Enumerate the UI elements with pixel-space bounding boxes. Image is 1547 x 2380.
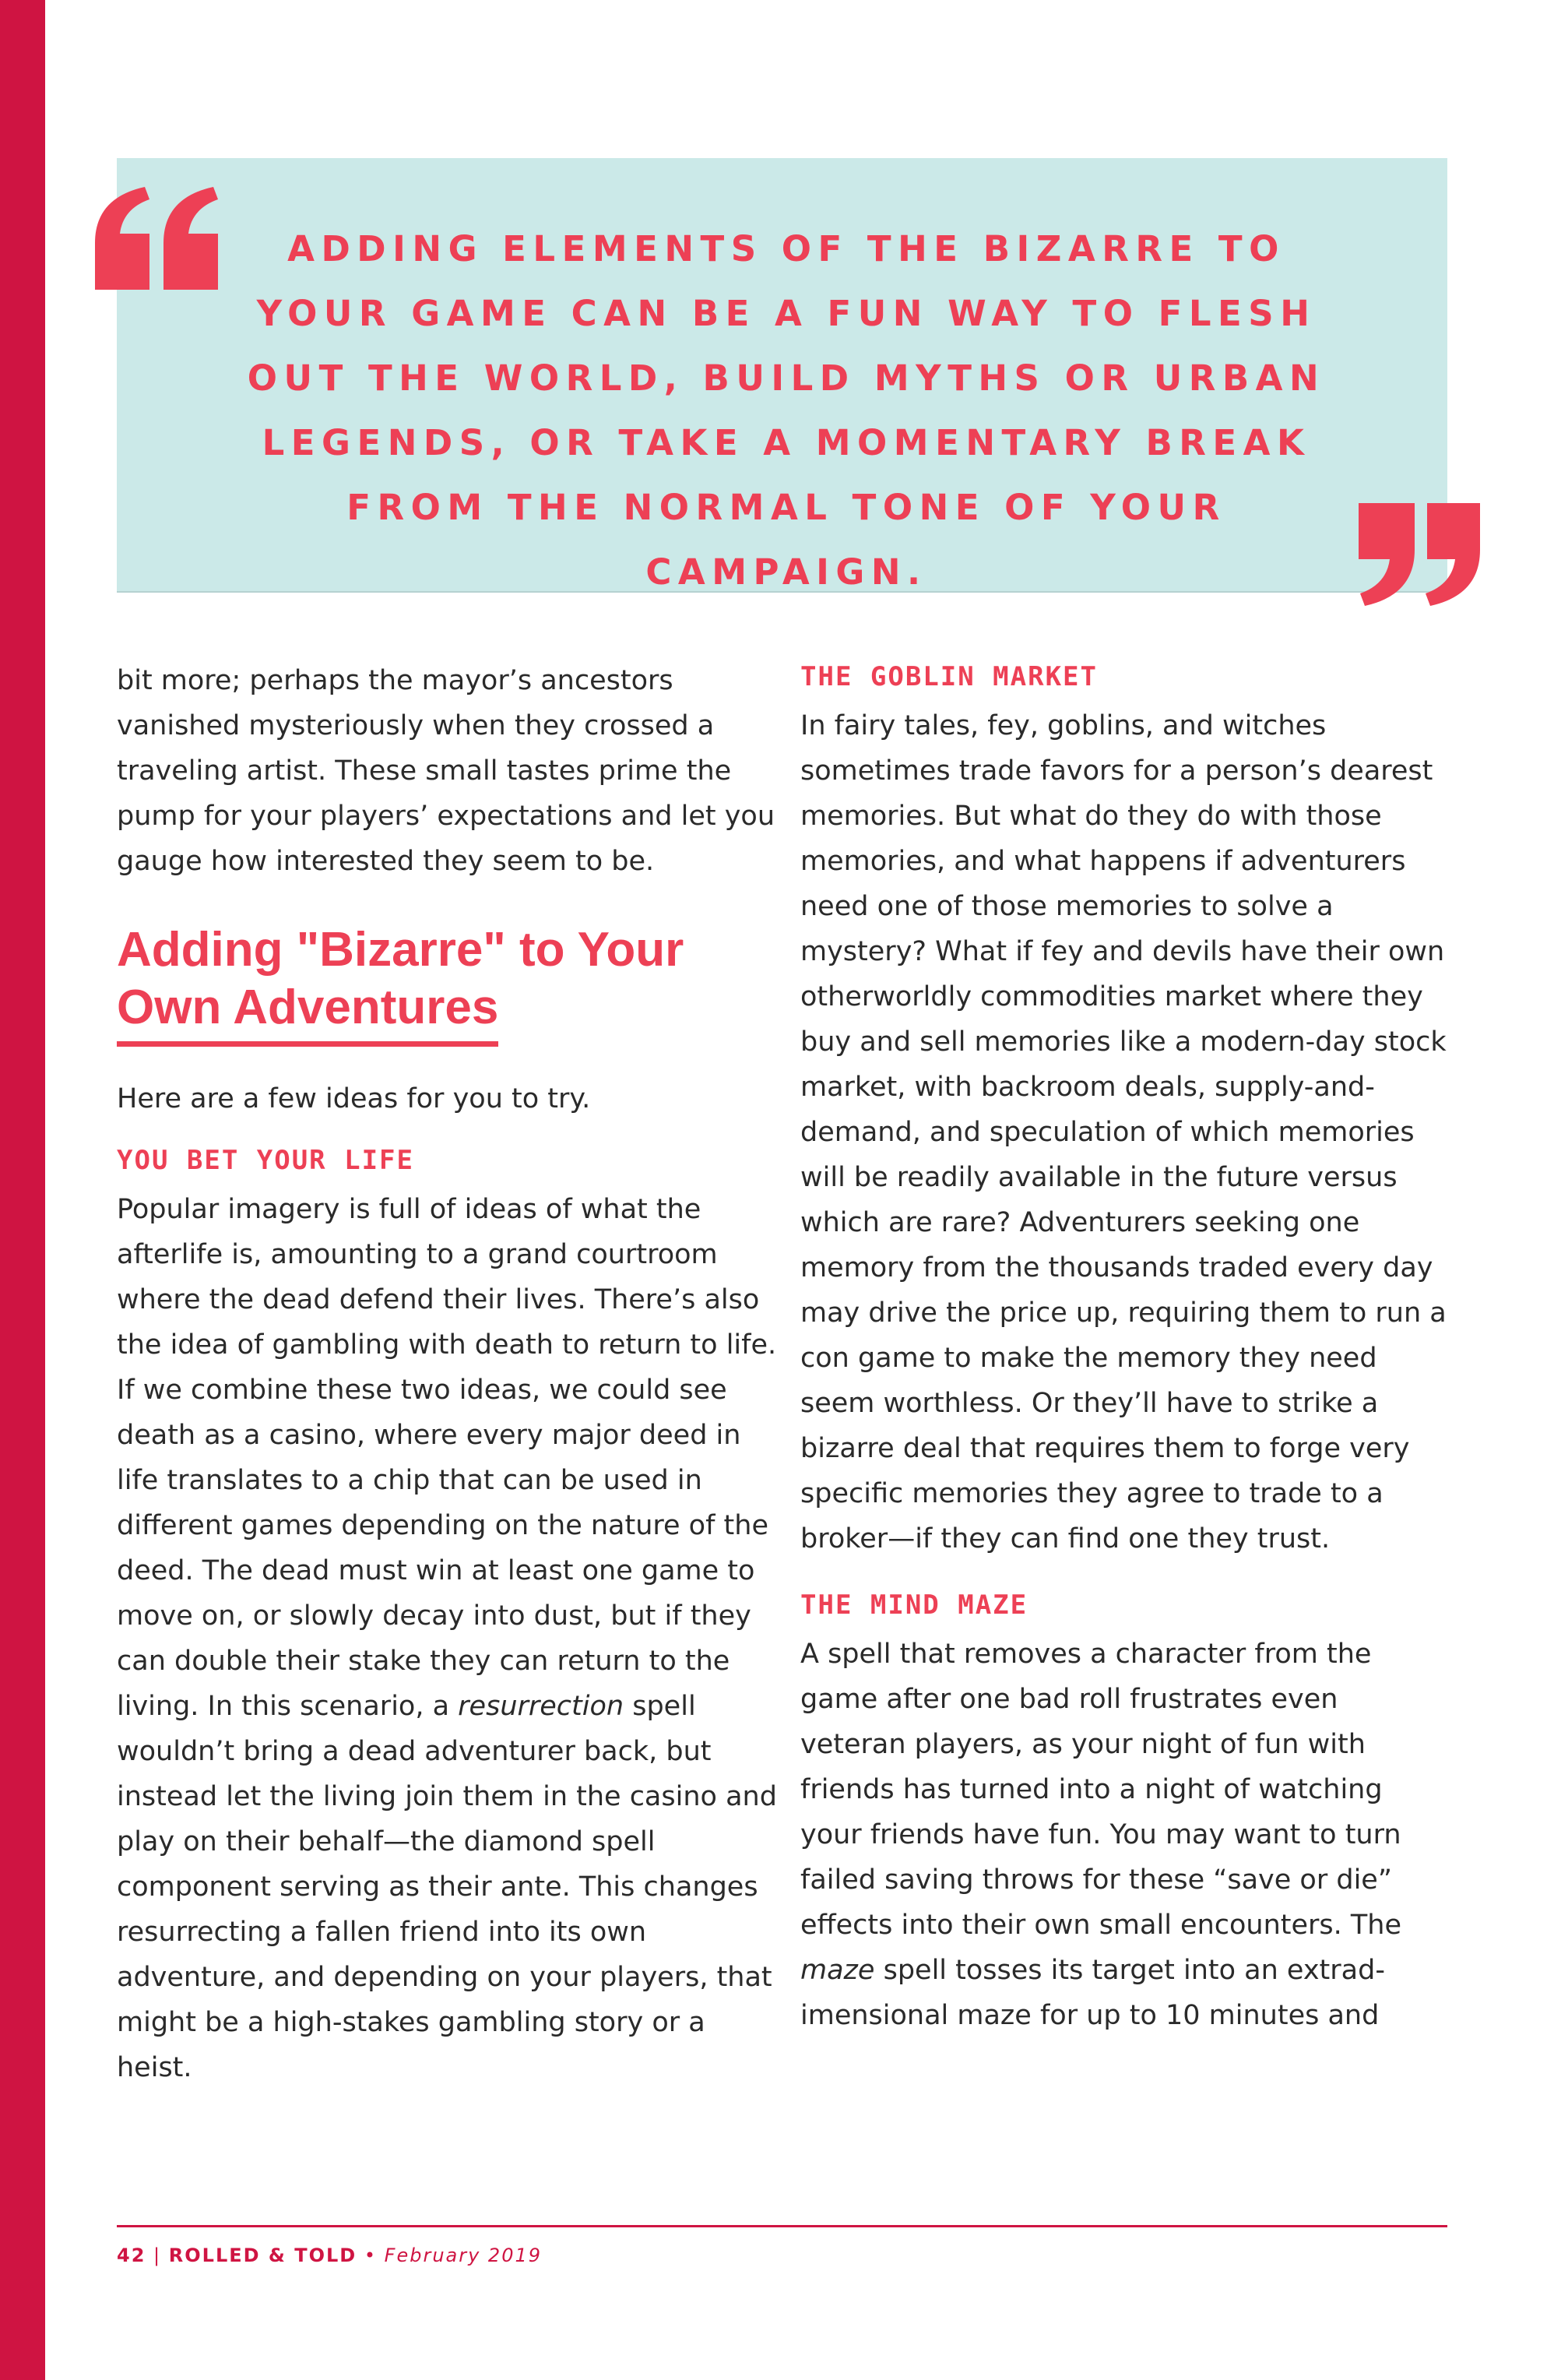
subhead-you-bet-your-life: YOU BET YOUR LIFE — [117, 1145, 414, 1176]
publication-name: ROLLED & TOLD — [168, 2244, 357, 2266]
footer-separator: | — [153, 2244, 162, 2266]
paragraph-text: spell tosses its target into an extradimensional maze for up to 10 minutes and — [800, 1955, 1385, 2031]
goblin-market-paragraph: In fairy tales, fey, goblins, and witches sometimes trade favors for a person’s dearest memories. But what do they do with those memories, and what happens if adventurers need one of those memories to solve a mystery? What if fey and devils have their own otherworldly commodities market where they buy and sell memories like a modern-day stock market, with backroom deals, supply-and-demand, and speculation of which memories will be readily available in the future versus which are rare? Adventurers seeking one memory from the thousands traded every day may drive the price up, requiring them to run a con game to make the memory they need seem worthless. Or they’ll have to strike a bizarre deal that requires them to forge very specific memories they agree to trade to a broker—if they can find one they trust. — [800, 710, 1447, 1554]
paragraph-text: Popular imagery is full of ideas of what the afterlife is, amounting to a grand courtroom where the dead defend their lives. There’s also the idea of gambling with death to return to life. If we combine these two ideas, we could see death as a casino, where every major deed in life translates to a chip that can be used in different games depending on the nature of the deed. The dead must win at least one game to move on, or slowly decay into dust, but if they can double their stake they can return to the living. In this scenario, a — [117, 1194, 777, 1722]
continued-paragraph: bit more; perhaps the mayor’s ancestors vanished mysteriously when they crossed a traveling artist. These small tastes prime the pump for your players’ expectations and let you gauge how interested they seem to be. — [117, 665, 775, 877]
close-quote-icon — [1343, 495, 1483, 612]
page-footer — [117, 2244, 542, 2266]
section-intro: Here are a few ideas for you to try. — [117, 1083, 591, 1114]
footer-bullet: • — [364, 2244, 377, 2266]
issue-date: February 2019 — [384, 2244, 543, 2266]
page-number: 42 — [117, 2244, 146, 2266]
subhead-mind-maze: THE MIND MAZE — [800, 1590, 1028, 1621]
footer-rule — [117, 2225, 1447, 2227]
page-edge-bar — [0, 0, 45, 2380]
section-title-line2: Own Adventures — [117, 979, 498, 1047]
paragraph-text: spell wouldn’t bring a dead adventurer back, but instead let the living join them in the casino and play on their behalf—the diamond spell component serving as their ante. This changes resurrecting a fallen friend into its own adventure, and depending on your players, that might be a high-stakes gambling story or a heist. — [117, 1691, 777, 2083]
subhead-goblin-market: THE GOBLIN MARKET — [800, 661, 1098, 692]
open-quote-icon — [87, 181, 227, 298]
section-title — [117, 921, 786, 1047]
spell-name-resurrection: resurrection — [458, 1691, 624, 1722]
you-bet-your-life-paragraph — [117, 1187, 786, 2090]
mind-maze-paragraph — [800, 1632, 1450, 2038]
right-column — [800, 658, 1450, 2038]
paragraph-text: A spell that removes a character from the game after one bad roll frustrates even veteran players, as your night of fun with friends has turned into a night of watching your friends have fun. You may want to turn failed saving throws for these “save or die” effects into their own small encounters. The — [800, 1639, 1402, 1941]
spell-name-maze: maze — [800, 1955, 875, 1986]
pullquote-text: ADDING ELEMENTS OF THE BIZARRE TO YOUR GAME CAN BE A FUN WAY TO FLESH OUT THE WORLD, BUILD MYTHS OR URBAN LEGENDS, OR TAKE A MOMENTARY BREAK FROM THE NORMAL TONE OF YOUR CAMPAIGN. — [247, 228, 1326, 593]
section-title-line1: Adding "Bizarre" to Your — [117, 923, 684, 977]
left-column — [117, 658, 786, 2090]
